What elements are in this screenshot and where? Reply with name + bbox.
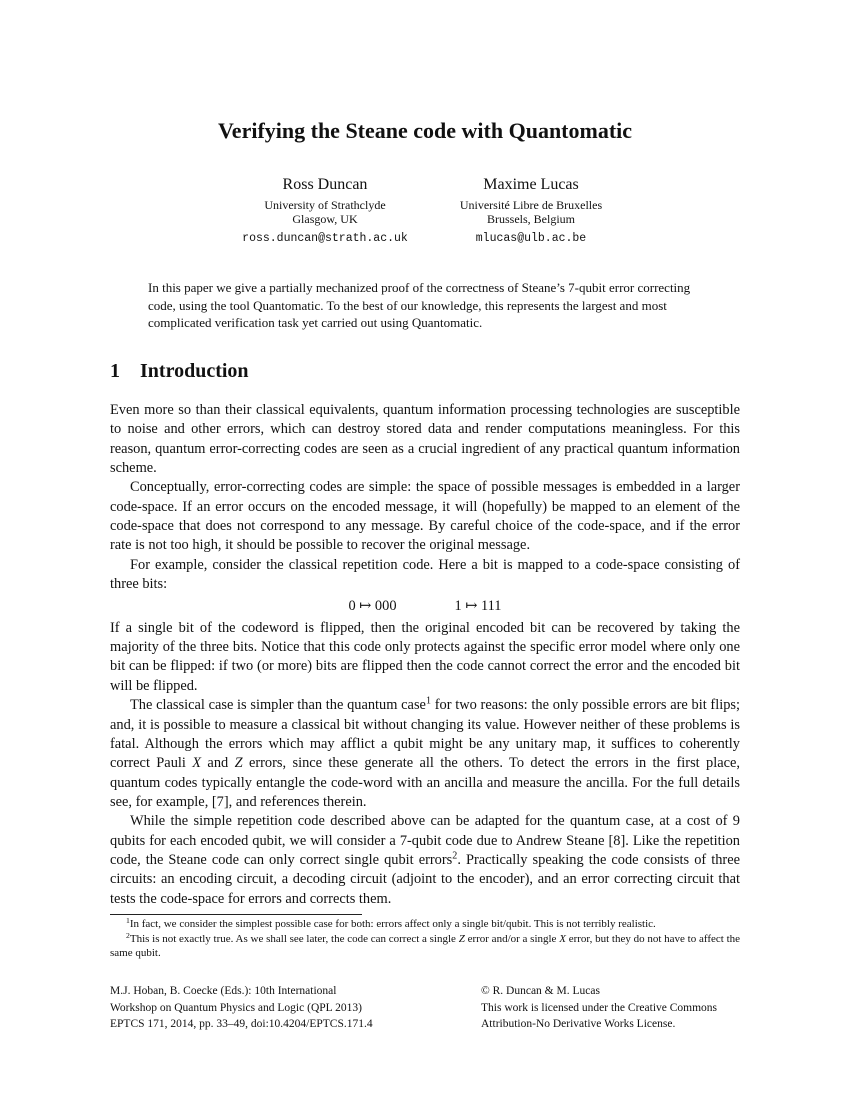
- section-heading: [110, 360, 249, 383]
- paragraph: If a single bit of the codeword is flipped, then the original encoded bit can be recovered by taking the majority of the three bits. Notice that this code only protects against the specific error model where only one bit can be flipped: if two (or more) bits are flipped then the code cannot correct the error and the encoded bit will be flipped.: [110, 619, 740, 694]
- copyright-line: © R. Duncan & M. Lucas: [481, 985, 600, 997]
- section-number: 1: [110, 360, 120, 382]
- abstract: In this paper we give a partially mechanized proof of the correctness of Steane’s 7-qubit error correcting code, using the tool Quantomatic. To the best of our knowledge, this represents the largest and most complicated verification task yet carried out using Quantomatic.: [148, 280, 691, 330]
- author-affiliation: Université Libre de Bruxelles: [459, 198, 603, 212]
- footnote: $^2$This is not exactly true. As we shall see later, the code can correct a single Z error and/or a single X error, but they do not have to affect the same qubit.: [110, 930, 741, 960]
- author-location: Brussels, Belgium: [486, 211, 575, 226]
- section-title: Introduction: [140, 360, 249, 382]
- paragraph: Even more so than their classical equivalents, quantum information processing technologies are susceptible to noise and other errors, which can destroy stored data and render computations meaningless. For this reason, quantum error-correcting codes are seen as a crucial ingredient of any practical quantum information scheme.: [110, 402, 740, 477]
- publication-line: Workshop on Quantum Physics and Logic (QPL 2013): [110, 1001, 362, 1014]
- footnote-ref: 2: [452, 850, 458, 862]
- author-email: mlucas@ulb.ac.be: [475, 232, 587, 245]
- footnotes: [110, 917, 740, 961]
- license-line: This work is licensed under the Creative Commons: [481, 1001, 718, 1014]
- publication-line: EPTCS 171, 2014, pp. 33–49, doi:10.4204/EPTCS.171.4: [110, 1018, 373, 1030]
- footnote-divider: [110, 914, 362, 915]
- author-location: Glasgow, UK: [292, 211, 358, 226]
- author-block-lucas: [421, 176, 641, 245]
- paragraph: For example, consider the classical repetition code. Here a bit is mapped to a code-space consisting of three bits:: [110, 556, 740, 593]
- paragraph: While the simple repetition code described above can be adapted for the quantum case, at a cost of 9 qubits for each encoded qubit, we will consider a 7-qubit code due to Andrew Steane [8]. Like the repetition code, the Steane code can only correct single qubit errors$^2$. Practically speaking the code consists of three circuits: an encoding circuit, a decoding circuit (adjoint to the encoder), and an error correcting circuit that tests the code-space for errors and corrects them.: [110, 813, 740, 907]
- publication-line: M.J. Hoban, B. Coecke (Eds.): 10th International: [110, 985, 337, 997]
- paragraph: The classical case is simpler than the quantum case$^1$ for two reasons: the only possible errors are bit flips; and, it is possible to measure a classical bit without changing its value. However neither of these problems is fatal. Although the errors which may afflict a qubit might be any unitary map, it suffices to coherently correct Pauli X and Z errors, since these generate all the others. To detect the errors in the first place, quantum codes typically entangle the code-word with an ancilla and measure the ancilla. For the full details see, for example, [7], and references therein.: [110, 695, 741, 810]
- footnote-ref: 1: [425, 695, 431, 707]
- author-email: ross.duncan@strath.ac.uk: [242, 232, 408, 245]
- paragraph: Conceptually, error-correcting codes are simple: the space of possible messages is embedded in a larger code-space. If an error occurs on the encoded message, it will (hopefully) be mapped to an element of the code-space that does not correspond to any message. By careful choice of the code-space, and if the error rate is not too high, it should be possible to recover the original message.: [110, 479, 740, 554]
- publication-info: [110, 983, 440, 1033]
- equation-left: 0 ↦ 000: [348, 598, 397, 615]
- body-text: [110, 401, 740, 909]
- author-name: Maxime Lucas: [483, 176, 579, 193]
- equation-right: 1 ↦ 111: [454, 598, 502, 615]
- footnote: $^1$In fact, we consider the simplest possible case for both: errors affect only a single bit/qubit. This is not terribly realistic.: [126, 915, 656, 930]
- display-equation: [110, 597, 740, 616]
- author-affiliation: University of Strathclyde: [264, 198, 386, 212]
- license-line: Attribution-No Derivative Works License.: [481, 1018, 676, 1030]
- paper-title: Verifying the Steane code with Quantomatic: [217, 118, 633, 143]
- license-info: [481, 983, 761, 1033]
- author-name: Ross Duncan: [282, 176, 368, 193]
- author-block-duncan: [215, 176, 435, 245]
